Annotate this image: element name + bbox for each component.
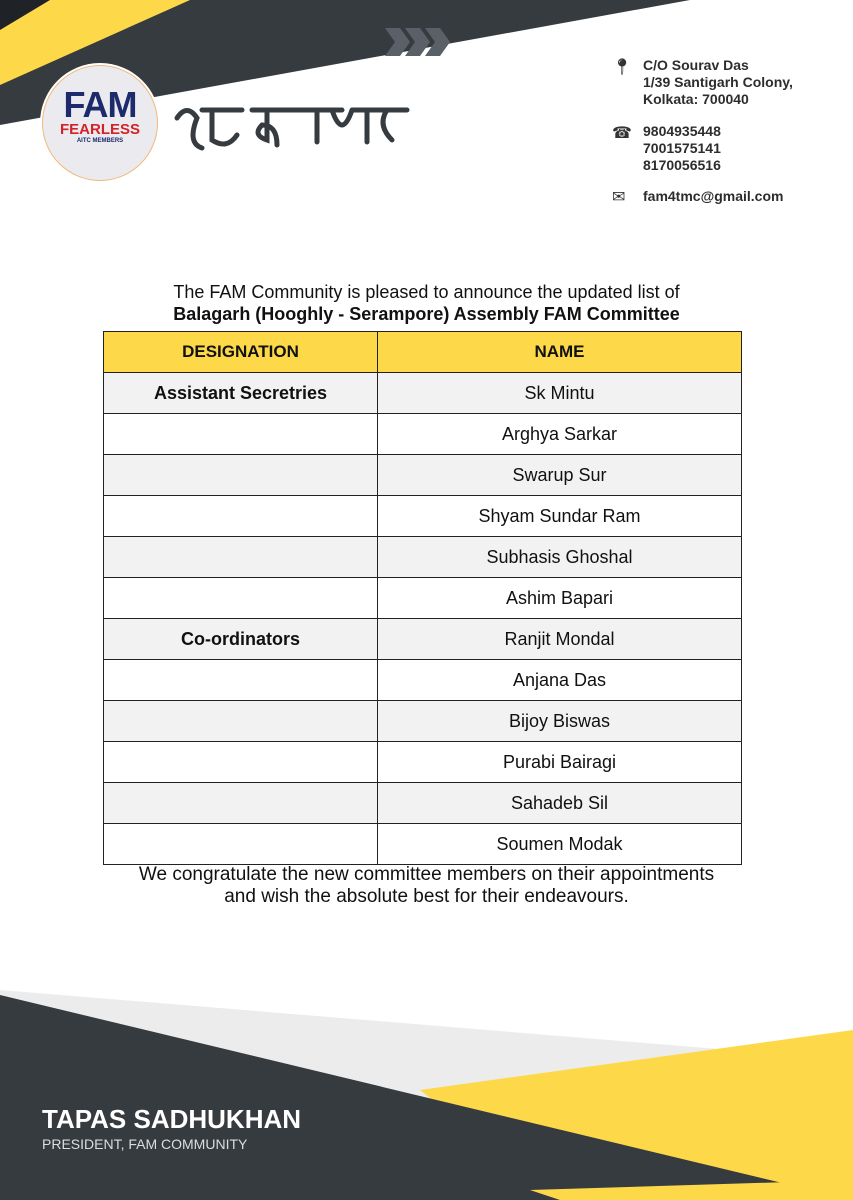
table-row	[104, 414, 742, 455]
header-name: NAME	[378, 332, 742, 373]
table-row	[104, 537, 742, 578]
designation-cell	[104, 455, 378, 496]
designation-cell	[104, 742, 378, 783]
name-cell: Arghya Sarkar	[378, 414, 742, 455]
signatory-name: TAPAS SADHUKHAN	[42, 1104, 302, 1134]
logo-aitc-text: AITC MEMBERS	[76, 138, 124, 144]
designation-cell	[104, 783, 378, 824]
bengali-title-logo	[172, 98, 417, 154]
name-cell: Ashim Bapari	[378, 578, 742, 619]
outro-line: We congratulate the new committee members on their appointments	[138, 864, 715, 885]
intro-line: The FAM Community is pleased to announce the updated list of	[173, 282, 680, 302]
name-cell: Soumen Modak	[378, 824, 742, 865]
name-cell: Subhasis Ghoshal	[378, 537, 742, 578]
table-row	[104, 578, 742, 619]
name-cell: Bijoy Biswas	[378, 701, 742, 742]
envelope-icon: ✉	[612, 189, 626, 206]
name-cell: Anjana Das	[378, 660, 742, 701]
email: fam4tmc@gmail.com	[643, 188, 784, 204]
outro-line: and wish the absolute best for their endeavours.	[224, 886, 629, 907]
table-row	[104, 701, 742, 742]
table-row	[104, 824, 742, 865]
table-row	[104, 455, 742, 496]
table-row	[104, 660, 742, 701]
name-cell: Sahadeb Sil	[378, 783, 742, 824]
outro-text	[0, 864, 853, 908]
map-pin-icon: 📍︎	[612, 59, 633, 76]
signatory-title: PRESIDENT, FAM COMMUNITY	[42, 1136, 248, 1152]
intro-text	[0, 281, 853, 325]
designation-cell	[104, 701, 378, 742]
address-line: C/O Sourav Das	[643, 57, 749, 73]
phones	[643, 123, 721, 174]
phone-icon: ☎	[612, 125, 632, 142]
designation-cell	[104, 414, 378, 455]
name-cell: Ranjit Mondal	[378, 619, 742, 660]
table-row	[104, 373, 742, 414]
table-row	[104, 496, 742, 537]
table-row	[104, 742, 742, 783]
designation-cell: Assistant Secretries	[104, 373, 378, 414]
designation-cell	[104, 660, 378, 701]
name-cell: Swarup Sur	[378, 455, 742, 496]
address	[643, 57, 793, 108]
designation-cell	[104, 578, 378, 619]
name-cell: Purabi Bairagi	[378, 742, 742, 783]
table-row	[104, 619, 742, 660]
phone-number: 7001575141	[643, 140, 721, 156]
committee-table	[103, 331, 742, 865]
phone-number: 9804935448	[643, 123, 721, 139]
address-line: Kolkata: 700040	[643, 91, 749, 107]
table-row	[104, 783, 742, 824]
fam-logo	[42, 65, 158, 181]
designation-cell: Co-ordinators	[104, 619, 378, 660]
logo-fam-text: FAM	[63, 84, 137, 125]
header-designation: DESIGNATION	[104, 332, 378, 373]
designation-cell	[104, 496, 378, 537]
phone-number: 8170056516	[643, 157, 721, 173]
committee-title: Balagarh (Hooghly - Serampore) Assembly FAM Committee	[173, 304, 680, 324]
name-cell: Shyam Sundar Ram	[378, 496, 742, 537]
logo-fearless-text: FEARLESS	[59, 121, 140, 138]
name-cell: Sk Mintu	[378, 373, 742, 414]
designation-cell	[104, 824, 378, 865]
designation-cell	[104, 537, 378, 578]
address-line: 1/39 Santigarh Colony,	[643, 74, 793, 90]
